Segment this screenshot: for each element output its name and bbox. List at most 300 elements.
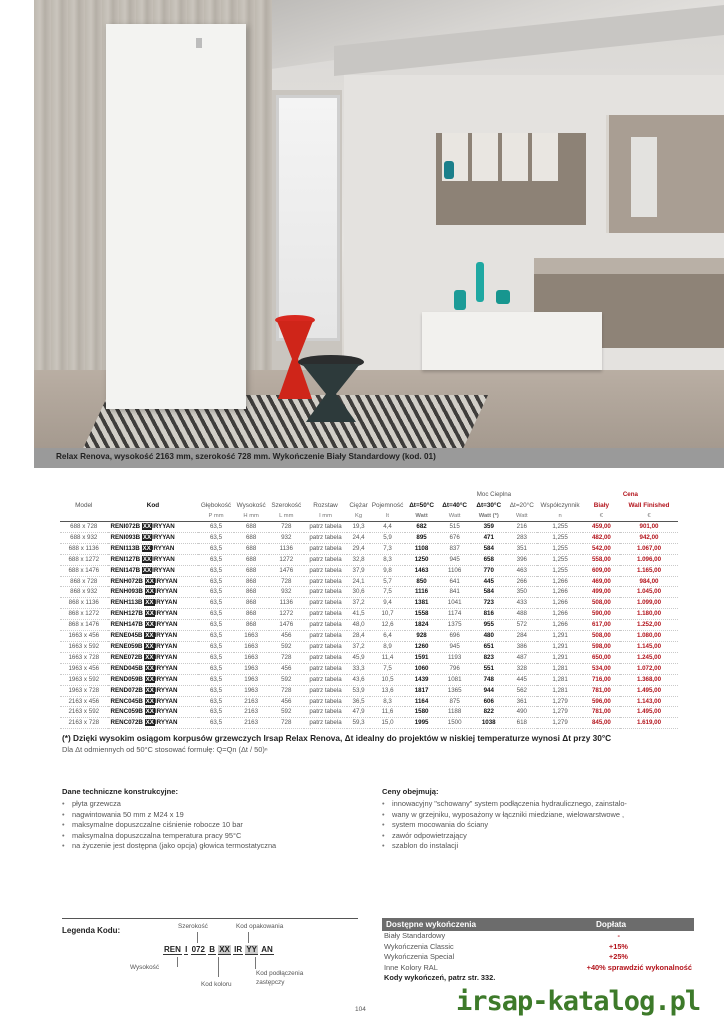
- table-cell: 63,5: [198, 718, 233, 729]
- vase-decor: [496, 290, 510, 304]
- table-cell: patrz tabela: [304, 718, 347, 729]
- finish-footer-row: [382, 973, 694, 984]
- table-cell: 841: [438, 587, 471, 598]
- table-cell: patrz tabela: [304, 609, 347, 620]
- table-cell: 482,00: [583, 532, 620, 543]
- finish-name: Biały Standardowy: [384, 931, 446, 940]
- column-header: Rozstaw: [313, 502, 338, 509]
- table-cell: 1,255: [537, 565, 583, 576]
- product-code: [108, 576, 199, 587]
- product-table: [60, 490, 678, 729]
- column-unit: lt: [370, 512, 405, 522]
- price-item: • system mocowania do ściany: [382, 820, 694, 831]
- code-segment: RENH093B: [110, 588, 143, 596]
- legend-label-wysokosc: Wysokość: [130, 964, 160, 971]
- code-segment: RENI127B: [110, 555, 141, 563]
- code-segment: YY: [160, 675, 169, 683]
- table-cell: 1963: [234, 663, 269, 674]
- code-segment: IR: [154, 632, 161, 640]
- table-cell: 728: [269, 718, 304, 729]
- code-segment: RENE059B: [110, 642, 143, 650]
- specs-title: Dane techniczne konstrukcyjne:: [62, 787, 179, 796]
- product-code: [108, 554, 199, 565]
- table-cell: 1.045,00: [620, 587, 678, 598]
- table-cell: 63,5: [198, 609, 233, 620]
- table-cell: 350: [506, 587, 537, 598]
- table-cell: 63,5: [198, 565, 233, 576]
- code-segment: YY: [160, 642, 169, 650]
- table-cell: 1476: [269, 620, 304, 631]
- code-segment: AN: [168, 610, 178, 618]
- column-unit: [60, 512, 108, 522]
- table-cell: 609,00: [583, 565, 620, 576]
- code-segment: YY: [158, 523, 166, 530]
- column-unit: Watt: [506, 512, 537, 522]
- table-cell: 469,00: [583, 576, 620, 587]
- table-cell: 7,5: [370, 587, 405, 598]
- legend-pointer: [218, 957, 219, 977]
- product-code: [108, 641, 199, 652]
- legend-divider: [62, 918, 358, 919]
- table-cell: 728: [269, 685, 304, 696]
- table-cell: 696: [438, 631, 471, 642]
- spec-item: • maksymalna dopuszczalna temperatura pracy 95°C: [62, 831, 362, 842]
- finish-row: [382, 963, 694, 974]
- code-part: B: [209, 945, 215, 954]
- table-cell: 542,00: [583, 543, 620, 554]
- price-includes: [382, 787, 694, 852]
- table-cell: 1,291: [537, 652, 583, 663]
- table-cell: 1038: [471, 718, 506, 729]
- table-cell: patrz tabela: [304, 565, 347, 576]
- table-cell: patrz tabela: [304, 674, 347, 685]
- code-segment: IR: [154, 653, 161, 661]
- column-header: Szerokość: [271, 502, 302, 509]
- code-segment: XX: [145, 664, 154, 672]
- finish-row: [382, 931, 694, 942]
- code-segment: XX: [145, 697, 154, 705]
- table-cell: 1,291: [537, 631, 583, 642]
- code-part: IR: [234, 945, 243, 954]
- table-cell: 562: [506, 685, 537, 696]
- finish-surcharge: -: [617, 931, 620, 940]
- code-segment: IR: [154, 664, 161, 672]
- code-segment: YY: [160, 599, 169, 607]
- column-unit: H mm: [234, 512, 269, 522]
- legend-title: Legenda Kodu:: [62, 926, 121, 935]
- code-part: I: [185, 945, 188, 954]
- table-cell: 7,5: [370, 663, 405, 674]
- code-segment: YY: [160, 632, 169, 640]
- table-cell: 283: [506, 532, 537, 543]
- table-cell: 618: [506, 718, 537, 729]
- code-segment: YY: [157, 544, 166, 552]
- code-segment: AN: [165, 544, 175, 552]
- code-segment: RENH127B: [110, 610, 143, 618]
- table-row: [60, 685, 678, 696]
- product-code: [108, 663, 199, 674]
- table-cell: 688 x 1136: [60, 543, 108, 554]
- table-cell: patrz tabela: [304, 532, 347, 543]
- table-cell: 1,266: [537, 598, 583, 609]
- table-cell: patrz tabela: [304, 641, 347, 652]
- code-segment: AN: [168, 664, 178, 672]
- table-cell: 688: [234, 554, 269, 565]
- table-cell: 1.072,00: [620, 663, 678, 674]
- table-cell: 1,281: [537, 663, 583, 674]
- table-cell: 723: [471, 598, 506, 609]
- table-cell: 1,266: [537, 587, 583, 598]
- table-cell: 1963 x 592: [60, 674, 108, 685]
- table-row: [60, 576, 678, 587]
- table-cell: 1.080,00: [620, 631, 678, 642]
- code-segment: YY: [158, 555, 166, 563]
- code-part: YY: [246, 945, 258, 954]
- table-cell: 5,7: [370, 576, 405, 587]
- table-cell: 942,00: [620, 532, 678, 543]
- table-cell: 24,1: [347, 576, 370, 587]
- table-cell: 33,3: [347, 663, 370, 674]
- table-cell: 796: [438, 663, 471, 674]
- table-cell: 868: [234, 609, 269, 620]
- table-cell: 63,5: [198, 532, 233, 543]
- table-cell: 63,5: [198, 598, 233, 609]
- table-cell: 63,5: [198, 631, 233, 642]
- finishes-footer: Kody wykończeń, patrz str. 332.: [384, 973, 496, 982]
- table-cell: 837: [438, 543, 471, 554]
- table-row: [60, 641, 678, 652]
- table-cell: 63,5: [198, 707, 233, 718]
- code-segment: AN: [168, 621, 178, 629]
- product-code: [108, 718, 199, 729]
- table-cell: 9,4: [370, 598, 405, 609]
- table-cell: 8,3: [370, 696, 405, 707]
- code-segment: XX: [145, 642, 154, 650]
- table-cell: 1663: [234, 652, 269, 663]
- table-cell: 1081: [438, 674, 471, 685]
- finish-name: Inne Kolory RAL: [384, 962, 438, 972]
- table-cell: 781,00: [583, 707, 620, 718]
- column-header: Ciężar: [349, 502, 368, 509]
- legend-label-kod-opakowania: Kod opakowania: [236, 923, 284, 930]
- code-segment: XX: [142, 544, 151, 552]
- table-cell: 1164: [405, 696, 438, 707]
- product-code: [108, 631, 199, 642]
- table-cell: 8,9: [370, 641, 405, 652]
- table-cell: patrz tabela: [304, 620, 347, 631]
- table-cell: 1463: [405, 565, 438, 576]
- code-segment: IR: [154, 621, 161, 629]
- code-segment: YY: [160, 588, 169, 596]
- product-code: [108, 587, 199, 598]
- code-segment: AN: [168, 588, 178, 596]
- table-cell: 945: [438, 641, 471, 652]
- code-segment: RENI147B: [110, 566, 141, 574]
- code-segment: RENI113B: [110, 544, 140, 552]
- finish-name: Wykończenia Special: [384, 952, 455, 961]
- legend-label-kod-koloru: Kod koloru: [201, 981, 232, 988]
- finishes-header-label: Dostępne wykończenia: [386, 920, 477, 929]
- table-cell: 445: [506, 674, 537, 685]
- table-cell: 28,4: [347, 631, 370, 642]
- mirror-image: [606, 115, 724, 233]
- column-header: Pojemność: [371, 502, 404, 509]
- table-cell: 1439: [405, 674, 438, 685]
- table-cell: 823: [471, 652, 506, 663]
- code-part: AN: [261, 945, 273, 954]
- table-cell: patrz tabela: [304, 707, 347, 718]
- table-cell: 728: [269, 576, 304, 587]
- legend-pointer: [177, 957, 178, 967]
- table-cell: 63,5: [198, 543, 233, 554]
- column-header: Δt=40°C: [442, 502, 468, 509]
- code-segment: IR: [154, 686, 161, 694]
- table-cell: 36,5: [347, 696, 370, 707]
- table-cell: patrz tabela: [304, 652, 347, 663]
- table-cell: 728: [269, 652, 304, 663]
- code-segment: IR: [154, 708, 161, 716]
- table-cell: 875: [438, 696, 471, 707]
- table-cell: 43,6: [347, 674, 370, 685]
- code-segment: REND059B: [110, 675, 143, 683]
- vase-decor: [454, 290, 466, 310]
- table-cell: 8,3: [370, 554, 405, 565]
- table-cell: patrz tabela: [304, 685, 347, 696]
- table-cell: 868 x 932: [60, 587, 108, 598]
- page-number: 104: [355, 1006, 366, 1013]
- table-cell: 1260: [405, 641, 438, 652]
- table-cell: 650,00: [583, 652, 620, 663]
- spec-item: • na życzenie jest dostępna (jako opcja) głowica termostatyczna: [62, 841, 362, 852]
- spec-item: • maksymalne dopuszczalne ciśnienie robocze 10 bar: [62, 820, 362, 831]
- table-cell: 488: [506, 609, 537, 620]
- product-code: [108, 620, 199, 631]
- code-segment: AN: [168, 719, 178, 727]
- table-cell: 59,3: [347, 718, 370, 729]
- table-cell: 41,5: [347, 609, 370, 620]
- table-cell: patrz tabela: [304, 631, 347, 642]
- table-row: [60, 718, 678, 729]
- product-code: [108, 565, 199, 576]
- table-cell: 48,0: [347, 620, 370, 631]
- table-cell: 396: [506, 554, 537, 565]
- table-cell: 1272: [269, 609, 304, 620]
- table-cell: 47,9: [347, 707, 370, 718]
- product-code: [108, 707, 199, 718]
- table-cell: 1.143,00: [620, 696, 678, 707]
- footnote-formula: Dla Δt odmiennych od 50°C stosować formułę: Q=Qn (Δt / 50)ⁿ: [62, 745, 268, 754]
- finishes-table: [382, 918, 694, 984]
- table-cell: 15,0: [370, 718, 405, 729]
- table-cell: 445: [471, 576, 506, 587]
- finish-name: Wykończenia Classic: [384, 941, 454, 951]
- code-segment: AN: [168, 675, 178, 683]
- table-cell: 592: [269, 674, 304, 685]
- code-segment: AN: [168, 686, 178, 694]
- column-unit: €: [620, 512, 678, 522]
- finish-surcharge: +15%: [608, 941, 628, 951]
- table-cell: 1.099,00: [620, 598, 678, 609]
- table-row: [60, 609, 678, 620]
- code-part: XX: [219, 945, 230, 954]
- table-cell: patrz tabela: [304, 598, 347, 609]
- code-segment: XX: [145, 599, 154, 607]
- code-segment: IR: [154, 588, 161, 596]
- table-cell: 1041: [438, 598, 471, 609]
- table-cell: 1,279: [537, 707, 583, 718]
- table-cell: 63,5: [198, 641, 233, 652]
- table-cell: 572: [506, 620, 537, 631]
- table-cell: 895: [405, 532, 438, 543]
- table-cell: 1995: [405, 718, 438, 729]
- code-segment: REND072B: [110, 686, 143, 694]
- table-cell: 1106: [438, 565, 471, 576]
- spec-item: • nagwintowania 50 mm z M24 x 19: [62, 810, 362, 821]
- table-cell: 2163 x 456: [60, 696, 108, 707]
- code-segment: YY: [160, 664, 169, 672]
- table-cell: 1136: [269, 598, 304, 609]
- price-item: • zawór odpowietrzający: [382, 831, 694, 842]
- code-segment: AN: [165, 523, 175, 530]
- table-cell: 1.245,00: [620, 652, 678, 663]
- code-segment: AN: [168, 577, 178, 585]
- table-cell: 584: [471, 587, 506, 598]
- code-segment: RENE045B: [110, 632, 143, 640]
- table-cell: 1.368,00: [620, 674, 678, 685]
- table-cell: 499,00: [583, 587, 620, 598]
- table-row: [60, 663, 678, 674]
- column-header: Model: [75, 502, 93, 509]
- price-item: • szablon do instalacji: [382, 841, 694, 852]
- table-cell: 37,9: [347, 565, 370, 576]
- table-cell: 1188: [438, 707, 471, 718]
- table-cell: 63,5: [198, 652, 233, 663]
- code-segment: AN: [168, 599, 178, 607]
- product-code: [108, 685, 199, 696]
- table-cell: 63,5: [198, 554, 233, 565]
- table-cell: 868 x 728: [60, 576, 108, 587]
- code-segment: AN: [168, 632, 178, 640]
- table-cell: 1963 x 456: [60, 663, 108, 674]
- table-cell: 1,281: [537, 674, 583, 685]
- table-cell: 12,6: [370, 620, 405, 631]
- table-cell: 850: [405, 576, 438, 587]
- table-cell: 534,00: [583, 663, 620, 674]
- code-segment: YY: [160, 653, 169, 661]
- table-cell: 1500: [438, 718, 471, 729]
- table-cell: patrz tabela: [304, 663, 347, 674]
- table-cell: 1.495,00: [620, 707, 678, 718]
- table-cell: 328: [506, 663, 537, 674]
- table-cell: 1174: [438, 609, 471, 620]
- code-segment: YY: [160, 621, 169, 629]
- column-unit: [108, 512, 199, 522]
- product-code: [108, 543, 199, 554]
- code-segment: AN: [165, 555, 175, 563]
- table-cell: 359: [471, 522, 506, 533]
- code-segment: IR: [151, 544, 158, 552]
- table-cell: 37,2: [347, 598, 370, 609]
- code-segment: IR: [152, 523, 159, 530]
- table-cell: 1.495,00: [620, 685, 678, 696]
- table-cell: 63,5: [198, 587, 233, 598]
- table-cell: 868 x 1272: [60, 609, 108, 620]
- product-photo: [34, 0, 724, 448]
- table-cell: 1272: [269, 554, 304, 565]
- vase-decor: [476, 262, 484, 302]
- code-segment: AN: [165, 533, 175, 541]
- technical-specs: [62, 787, 362, 852]
- table-cell: 63,5: [198, 576, 233, 587]
- table-cell: 480: [471, 631, 506, 642]
- product-code: [108, 598, 199, 609]
- table-cell: 433: [506, 598, 537, 609]
- table-cell: 5,9: [370, 532, 405, 543]
- table-cell: 598,00: [583, 641, 620, 652]
- table-cell: 1,281: [537, 685, 583, 696]
- column-header: Biały: [593, 502, 610, 509]
- table-cell: patrz tabela: [304, 543, 347, 554]
- code-segment: AN: [168, 708, 178, 716]
- table-cell: 932: [269, 587, 304, 598]
- table-cell: 688: [234, 532, 269, 543]
- table-cell: 728: [269, 522, 304, 533]
- table-cell: 658: [471, 554, 506, 565]
- code-segment: XX: [145, 653, 154, 661]
- price-includes-title: Ceny obejmują:: [382, 787, 439, 796]
- legend-pointer: [248, 932, 249, 943]
- table-cell: 2163: [234, 696, 269, 707]
- code-segment: AN: [168, 697, 178, 705]
- table-cell: 1060: [405, 663, 438, 674]
- column-unit: P mm: [198, 512, 233, 522]
- footnote-bold: (*) Dzięki wysokim osiągom korpusów grzewczych Irsap Relax Renova, Δt idealny do projektów w niskiej temperaturze wynosi Δt przy 30°C: [62, 733, 612, 743]
- legend-pointer: [255, 957, 256, 969]
- table-cell: 688: [234, 543, 269, 554]
- code-segment: IR: [154, 697, 161, 705]
- table-cell: 606: [471, 696, 506, 707]
- table-cell: 4,4: [370, 522, 405, 533]
- table-row: [60, 522, 678, 533]
- table-cell: 688: [234, 565, 269, 576]
- table-cell: 845,00: [583, 718, 620, 729]
- column-header: Δt=50°C: [409, 502, 434, 509]
- code-segment: RENH113B: [110, 599, 143, 607]
- table-cell: 29,4: [347, 543, 370, 554]
- column-unit: I mm: [304, 512, 347, 522]
- table-cell: 216: [506, 522, 537, 533]
- legend-label-szerokosc: Szerokość: [178, 923, 208, 930]
- product-code: [108, 609, 199, 620]
- table-cell: 676: [438, 532, 471, 543]
- table-cell: 688 x 932: [60, 532, 108, 543]
- table-cell: 456: [269, 696, 304, 707]
- table-cell: 596,00: [583, 696, 620, 707]
- code-segment: AN: [168, 642, 178, 650]
- table-cell: 1381: [405, 598, 438, 609]
- table-cell: 1580: [405, 707, 438, 718]
- table-cell: 868: [234, 576, 269, 587]
- code-segment: YY: [160, 697, 169, 705]
- photo-caption-bar: [34, 448, 724, 468]
- table-cell: 1,255: [537, 532, 583, 543]
- table-cell: 53,9: [347, 685, 370, 696]
- table-cell: 590,00: [583, 609, 620, 620]
- table-cell: 592: [269, 641, 304, 652]
- table-cell: 1,279: [537, 696, 583, 707]
- table-cell: 24,4: [347, 532, 370, 543]
- code-segment: XX: [145, 610, 154, 618]
